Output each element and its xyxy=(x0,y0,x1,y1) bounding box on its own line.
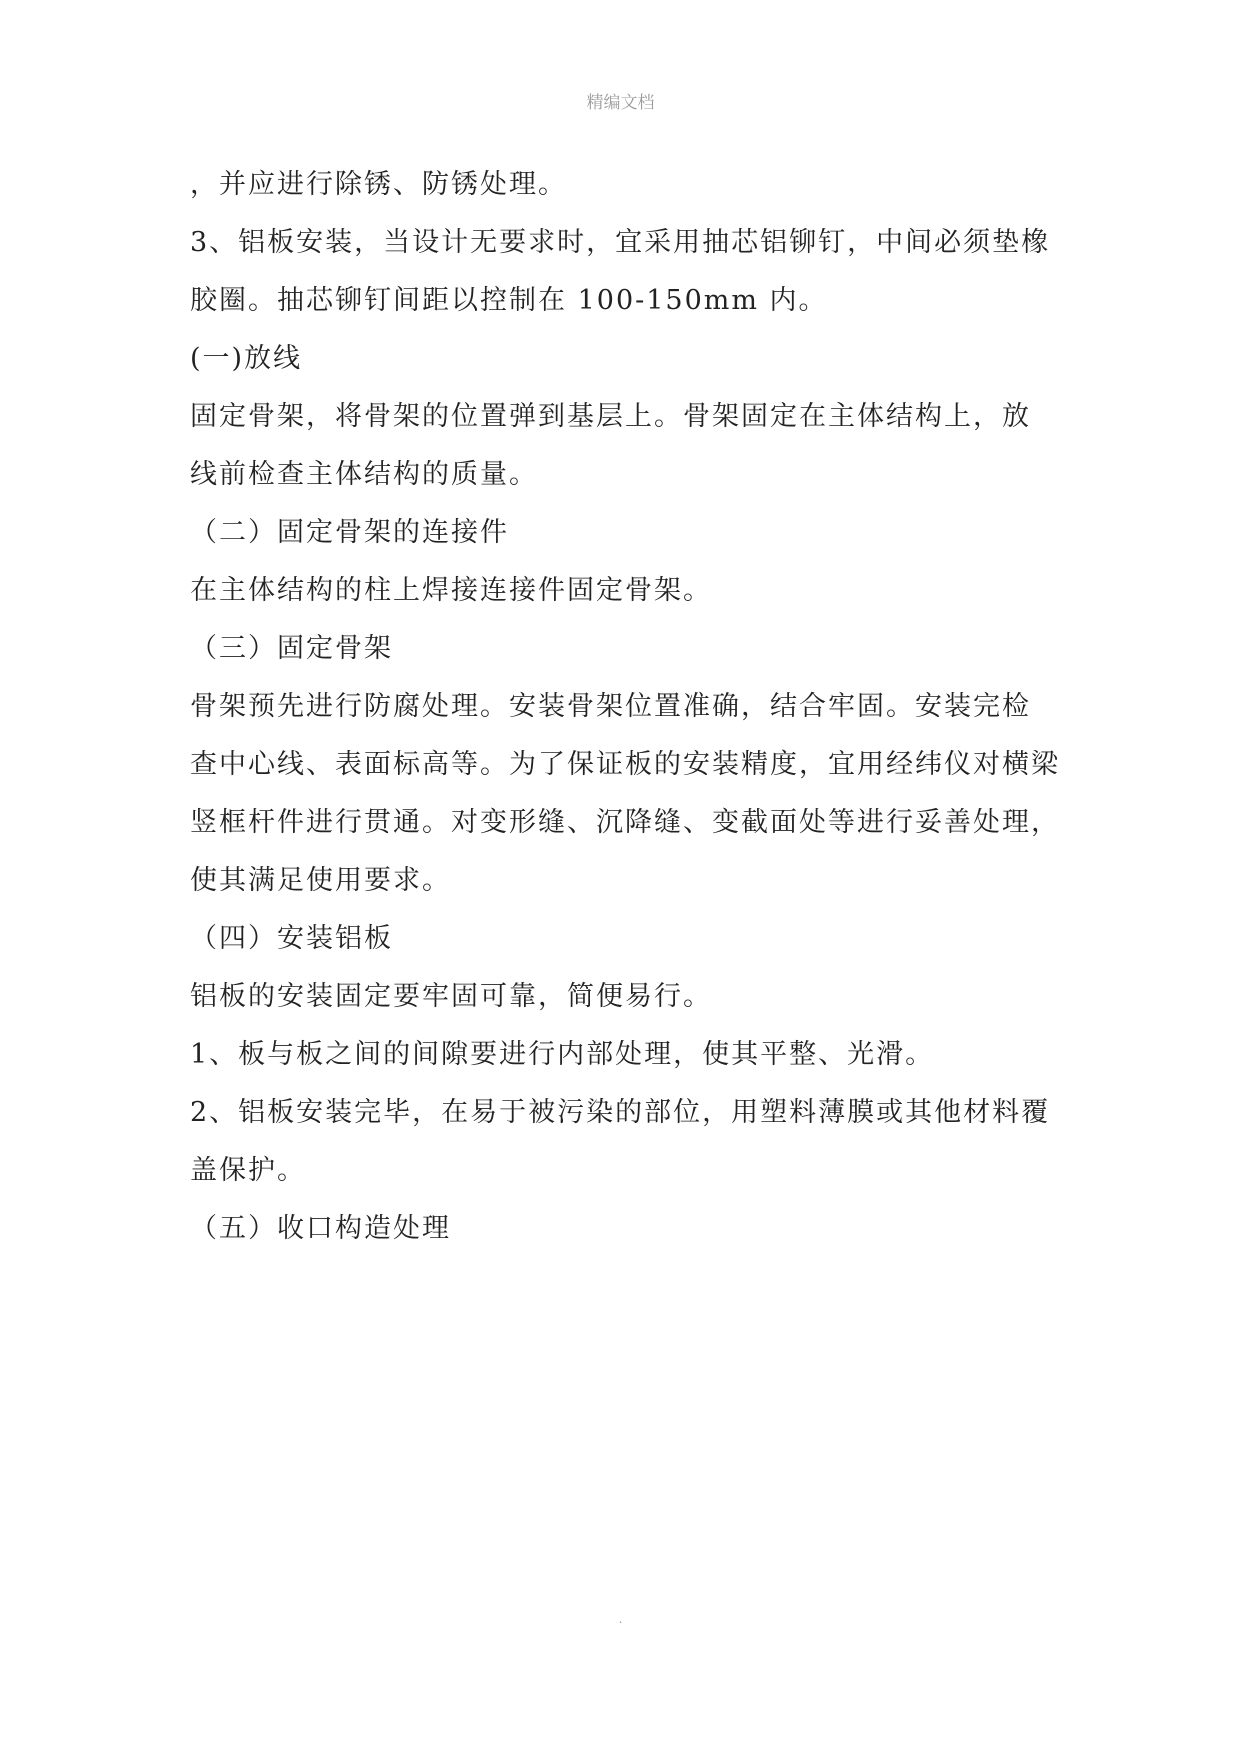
section-heading: (一)放线 xyxy=(190,343,303,374)
text-line: 固定骨架，将骨架的位置弹到基层上。骨架固定在主体结构上，放 xyxy=(190,401,1031,432)
text-line: 铝板的安装固定要牢固可靠，简便易行。 xyxy=(190,981,712,1012)
text-line: 在主体结构的柱上焊接连接件固定骨架。 xyxy=(190,575,712,606)
page-header: 精编文档 xyxy=(586,93,655,113)
text-line: 盖保护。 xyxy=(190,1155,306,1186)
text-line: 1、板与板之间的间隙要进行内部处理，使其平整、光滑。 xyxy=(190,1039,935,1070)
text-line: 线前检查主体结构的质量。 xyxy=(190,459,538,490)
text-line: 胶圈。抽芯铆钉间距以控制在 100-150mm 内。 xyxy=(190,285,828,316)
text-line: 2、铝板安装完毕，在易于被污染的部位，用塑料薄膜或其他材料覆 xyxy=(190,1097,1051,1128)
text-line: 竖框杆件进行贯通。对变形缝、沉降缝、变截面处等进行妥善处理， xyxy=(190,807,1060,838)
text-line: 使其满足使用要求。 xyxy=(190,865,451,896)
footer-mark: . xyxy=(618,1612,623,1626)
section-heading: （三）固定骨架 xyxy=(190,633,393,664)
section-heading: （四）安装铝板 xyxy=(190,923,393,954)
text-line: 查中心线、表面标高等。为了保证板的安装精度，宜用经纬仪对横梁 xyxy=(190,749,1060,780)
section-heading: （五）收口构造处理 xyxy=(190,1213,451,1244)
section-heading: （二）固定骨架的连接件 xyxy=(190,517,509,548)
text-line: 3、铝板安装，当设计无要求时，宜采用抽芯铝铆钉，中间必须垫橡 xyxy=(190,227,1051,258)
text-line: ，并应进行除锈、防锈处理。 xyxy=(190,169,567,200)
text-line: 骨架预先进行防腐处理。安装骨架位置准确，结合牢固。安装完检 xyxy=(190,691,1031,722)
